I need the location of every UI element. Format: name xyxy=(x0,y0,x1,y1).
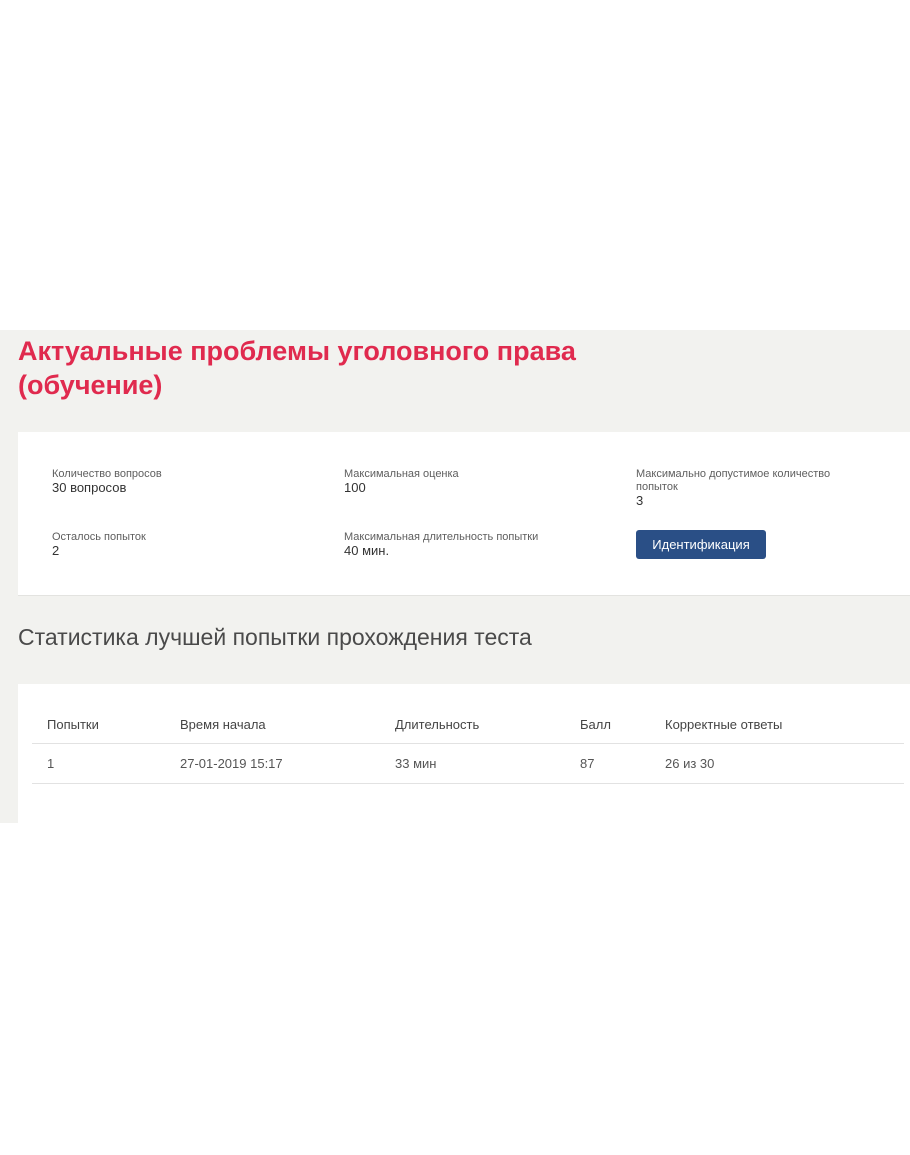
questions-count-label: Количество вопросов xyxy=(52,468,162,480)
table-row xyxy=(32,744,904,784)
remaining-attempts-value: 2 xyxy=(52,543,60,558)
column-header-correct-answers: Корректные ответы xyxy=(650,706,904,744)
max-duration-label: Максимальная длительность попытки xyxy=(344,531,539,543)
remaining-attempts-info xyxy=(52,531,282,558)
best-attempt-stats-card xyxy=(18,684,910,823)
max-duration-value: 40 мин. xyxy=(344,543,390,558)
column-header-attempts: Попытки xyxy=(32,706,165,744)
remaining-attempts-label: Осталось попыток xyxy=(52,531,146,543)
cell-duration: 33 мин xyxy=(380,744,565,784)
max-attempts-label: Максимально допустимое количество попыток xyxy=(636,468,831,493)
max-duration-info xyxy=(344,531,574,558)
max-score-info xyxy=(344,468,574,495)
best-attempt-stats-heading: Статистика лучшей попытки прохождения теста xyxy=(18,624,532,650)
max-score-value: 100 xyxy=(344,480,366,495)
max-attempts-info xyxy=(636,468,861,508)
questions-count-info xyxy=(52,468,282,495)
max-attempts-value: 3 xyxy=(636,493,644,508)
cell-score: 87 xyxy=(565,744,650,784)
table-header-row xyxy=(32,706,904,744)
cell-start-time: 27-01-2019 15:17 xyxy=(165,744,380,784)
column-header-start-time: Время начала xyxy=(165,706,380,744)
cell-attempt-number: 1 xyxy=(32,744,165,784)
column-header-duration: Длительность xyxy=(380,706,565,744)
identification-button[interactable]: Идентификация xyxy=(636,530,766,559)
test-info-card xyxy=(18,432,910,596)
max-score-label: Максимальная оценка xyxy=(344,468,459,480)
attempts-table xyxy=(32,706,904,784)
cell-correct-answers: 26 из 30 xyxy=(650,744,904,784)
column-header-score: Балл xyxy=(565,706,650,744)
course-title: Актуальные проблемы уголовного права (обучение) xyxy=(18,336,576,400)
questions-count-value: 30 вопросов xyxy=(52,480,127,495)
